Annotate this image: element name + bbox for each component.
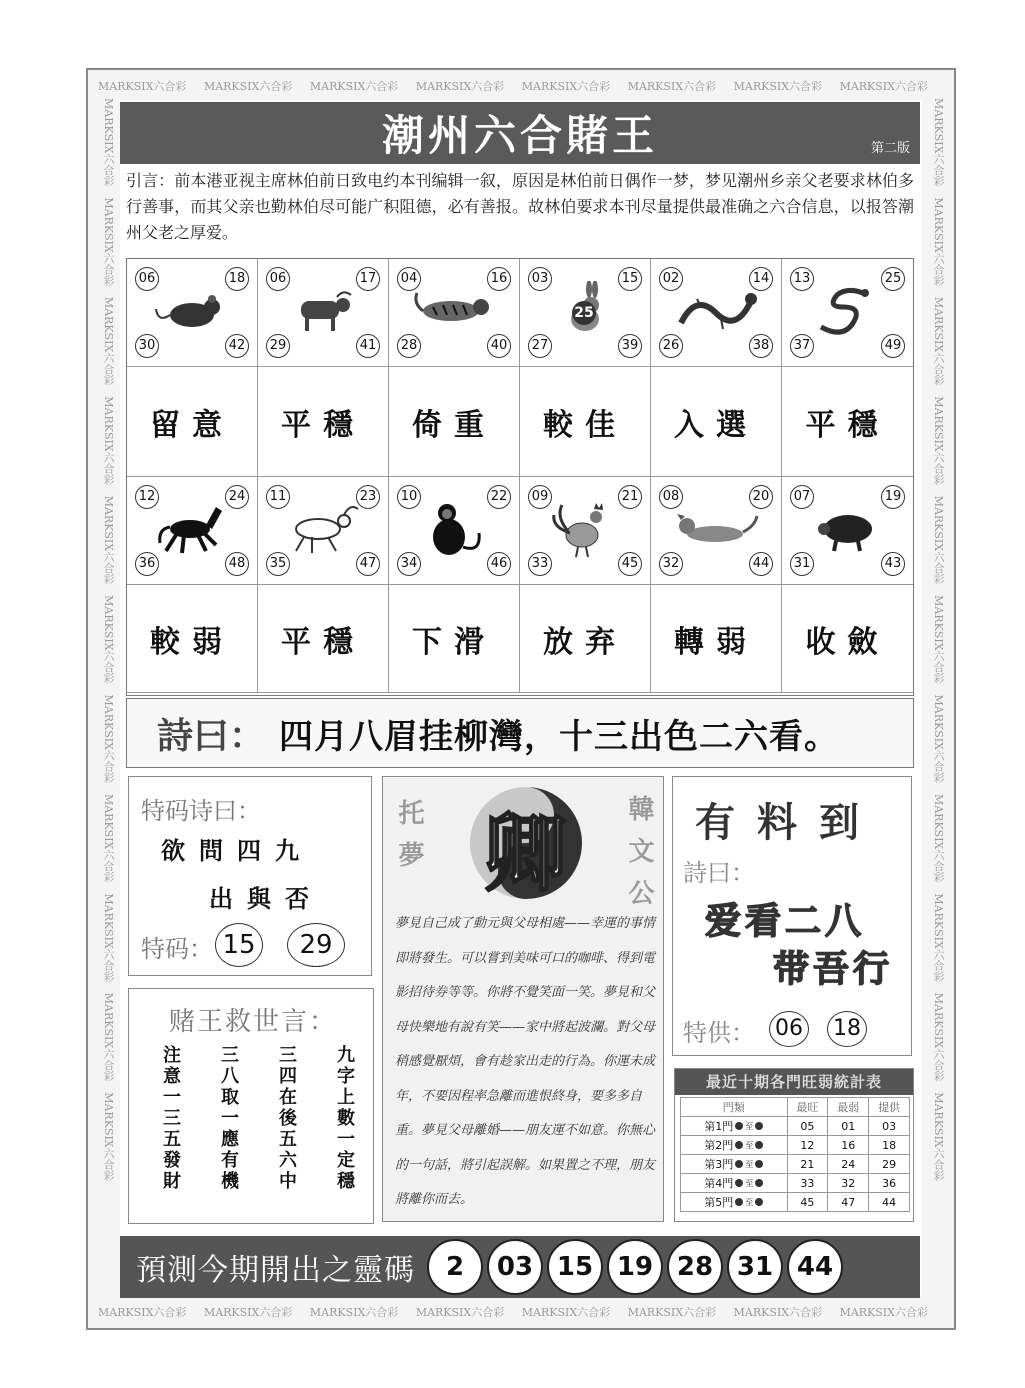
ball-icon [755, 1160, 763, 1168]
savior-column: 九字上數一定穩 [334, 1045, 355, 1192]
zodiac-number: 26 [659, 334, 683, 358]
zodiac-cell [782, 259, 913, 367]
zodiac-number: 11 [266, 485, 290, 509]
prediction-ball: 15 [547, 1239, 603, 1295]
savior-column: 三八取一應有機 [218, 1045, 239, 1192]
zodiac-verdict: 平穩 [782, 367, 913, 477]
prediction-ball: 2 [427, 1239, 483, 1295]
hot-cell: 21 [787, 1155, 828, 1174]
poem-label: 詩曰： [157, 715, 266, 757]
zodiac-number: 18 [225, 267, 249, 291]
dragon-icon [671, 283, 761, 343]
zodiac-number: 39 [618, 334, 642, 358]
zodiac-cell [651, 259, 782, 367]
savior-column: 三四在後五六中 [276, 1045, 297, 1192]
special-code-ball: 29 [287, 923, 345, 967]
zodiac-number: 24 [225, 485, 249, 509]
gate-cell: 第5門 至 [681, 1193, 788, 1212]
supply-code-ball: 06 [769, 1011, 809, 1047]
edition-label: 第二版 [870, 141, 910, 156]
ball-icon [735, 1122, 743, 1130]
ball-icon [755, 1198, 763, 1206]
zodiac-verdict: 平穩 [258, 367, 389, 477]
table-row [681, 1136, 910, 1155]
zodiac-verdict: 下滑 [389, 585, 520, 693]
dream-glyph: 卿 [483, 805, 568, 903]
rooster-icon [550, 497, 620, 565]
zodiac-number: 19 [881, 485, 905, 509]
zodiac-verdict: 收斂 [782, 585, 913, 693]
prediction-balls [427, 1239, 843, 1295]
zodiac-number: 47 [356, 552, 380, 576]
stats-col-header: 最弱 [828, 1098, 869, 1117]
zodiac-cell [520, 477, 651, 585]
poem-text: 四月八眉挂柳灣，十三出色二六看。 [279, 716, 840, 757]
zodiac-number: 40 [487, 334, 511, 358]
dream-body: 夢見自己成了動元與父母相處——幸運的事情即將發生。可以嘗到美味可口的咖啡、得到電影招待券等等。你將不覺笑面一笑。夢見和父母快樂地有說有笑——家中將起波瀾。對父母稍感覺厭煩，會有趁家出走的行為。你運未成年，不要因程率急離而進恨終身，要多多自重。夢見父母離婚——朋友運不如意。你無心的一句話，將引起誤解。如果置之不理，朋友將離你而去。 [395, 916, 656, 1207]
zodiac-verdict: 較佳 [520, 367, 651, 477]
zodiac-number: 17 [356, 267, 380, 291]
rat-icon [152, 283, 232, 343]
prediction-ball: 28 [667, 1239, 723, 1295]
material-line-1: 爱看二八 [705, 901, 866, 942]
zodiac-number: 10 [397, 485, 421, 509]
zodiac-number: 14 [749, 267, 773, 291]
zodiac-cell [389, 477, 520, 585]
zodiac-number: 27 [528, 334, 552, 358]
zodiac-number: 48 [225, 552, 249, 576]
hot-cell: 05 [787, 1117, 828, 1136]
zodiac-number: 07 [790, 485, 814, 509]
zodiac-number: 28 [397, 334, 421, 358]
zodiac-number: 30 [135, 334, 159, 358]
prediction-ball: 03 [487, 1239, 543, 1295]
zodiac-verdict: 倚重 [389, 367, 520, 477]
zodiac-verdict: 放弃 [520, 585, 651, 693]
zodiac-cell [520, 259, 651, 367]
material-poem-label: 詩曰： [683, 859, 755, 887]
savior-words-box [128, 988, 374, 1224]
zodiac-number: 12 [135, 485, 159, 509]
offer-cell: 29 [869, 1155, 910, 1174]
weak-cell: 01 [828, 1117, 869, 1136]
zodiac-verdict: 留意 [127, 367, 258, 477]
zodiac-number: 32 [659, 552, 683, 576]
zodiac-grid [126, 258, 914, 696]
offer-cell: 36 [869, 1174, 910, 1193]
goat-icon [278, 499, 368, 563]
zodiac-cell [258, 477, 389, 585]
zodiac-number: 06 [266, 267, 290, 291]
zodiac-number: 37 [790, 334, 814, 358]
ball-icon [735, 1198, 743, 1206]
zodiac-number: 41 [356, 334, 380, 358]
gate-cell: 第2門 至 [681, 1136, 788, 1155]
zodiac-number: 02 [659, 267, 683, 291]
offer-cell: 44 [869, 1193, 910, 1212]
stats-table-box [674, 1068, 914, 1222]
gate-cell: 第1門 至 [681, 1117, 788, 1136]
prediction-ball: 31 [727, 1239, 783, 1295]
ball-icon [755, 1141, 763, 1149]
offer-cell: 18 [869, 1136, 910, 1155]
zodiac-number: 42 [225, 334, 249, 358]
stats-heading: 最近十期各門旺弱統計表 [675, 1069, 913, 1095]
dog-icon [671, 504, 761, 558]
gate-cell: 第3門 至 [681, 1155, 788, 1174]
watermark-left: MARKSIX六合彩 MARKSIX六合彩 MARKSIX六合彩 MARKSIX六合彩 MARKSIX六合彩 MARKSIX六合彩 MARKSIX六合彩 MARKSIX六合彩 MARKSIX六合彩 MARKSIX六合彩 MARKSIX六合彩 [102, 98, 115, 1181]
hot-cell: 45 [787, 1193, 828, 1212]
material-line-2: 带吾行 [773, 949, 894, 990]
zodiac-number: 03 [528, 267, 552, 291]
zodiac-number: 49 [881, 334, 905, 358]
horse-icon [152, 499, 232, 563]
zodiac-cell [651, 477, 782, 585]
special-poem-line-2: 出與否 [209, 885, 323, 913]
weak-cell: 32 [828, 1174, 869, 1193]
zodiac-number: 13 [790, 267, 814, 291]
stats-col-header: 門類 [681, 1098, 788, 1117]
zodiac-number: 33 [528, 552, 552, 576]
ball-icon [755, 1179, 763, 1187]
zodiac-cell [258, 259, 389, 367]
table-row [681, 1155, 910, 1174]
zodiac-number: 45 [618, 552, 642, 576]
tiger-icon [409, 283, 499, 343]
prediction-ball: 19 [607, 1239, 663, 1295]
zodiac-number: 36 [135, 552, 159, 576]
special-code-ball: 15 [215, 923, 263, 967]
zodiac-number: 21 [618, 485, 642, 509]
zodiac-number: 15 [618, 267, 642, 291]
hot-cell: 33 [787, 1174, 828, 1193]
stats-col-header: 最旺 [787, 1098, 828, 1117]
material-box [672, 776, 912, 1056]
watermark-top: MARKSIX六合彩 MARKSIX六合彩 MARKSIX六合彩 MARKSIX六合彩 MARKSIX六合彩 MARKSIX六合彩 MARKSIX六合彩 MARKSIX六合彩 [98, 80, 928, 93]
snake-icon [813, 283, 883, 343]
zodiac-number: 35 [266, 552, 290, 576]
zodiac-number: 25 [881, 267, 905, 291]
ball-icon [755, 1122, 763, 1130]
table-row [681, 1193, 910, 1212]
intro-text: 引言：前本港亚视主席林伯前日致电约本刊编辑一叙，原因是林伯前日偶作一梦，梦见潮州乡亲父老要求林伯多行善事，而其父亲也勤林伯尽可能广积阻德，必有善报。故林伯要求本刊尽量提供最准确之六合信息，以报答潮州父老之厚爱。 [126, 171, 914, 242]
material-heading: 有料到 [695, 800, 881, 846]
zodiac-cell [782, 477, 913, 585]
zodiac-cell [389, 259, 520, 367]
watermark-right: MARKSIX六合彩 MARKSIX六合彩 MARKSIX六合彩 MARKSIX六合彩 MARKSIX六合彩 MARKSIX六合彩 MARKSIX六合彩 MARKSIX六合彩 MARKSIX六合彩 MARKSIX六合彩 MARKSIX六合彩 [932, 98, 945, 1181]
weak-cell: 47 [828, 1193, 869, 1212]
special-poem-line-1: 欲問四九 [161, 837, 313, 865]
stats-table [680, 1097, 910, 1212]
special-code-label: 特码： [141, 935, 213, 963]
zodiac-number: 08 [659, 485, 683, 509]
weak-cell: 24 [828, 1155, 869, 1174]
table-row [681, 1117, 910, 1136]
zodiac-number: 29 [266, 334, 290, 358]
material-supply-label: 特供： [683, 1019, 755, 1047]
zodiac-number: 20 [749, 485, 773, 509]
zodiac-number: 31 [790, 552, 814, 576]
stats-col-header: 提供 [869, 1098, 910, 1117]
pig-icon [808, 501, 888, 561]
zodiac-verdict: 入選 [651, 367, 782, 477]
zodiac-cell [127, 477, 258, 585]
special-code-poem-box [128, 776, 372, 976]
prediction-label: 預測今期開出之靈碼 [136, 1253, 415, 1288]
zodiac-cell [127, 259, 258, 367]
poem-bar [126, 698, 914, 768]
zodiac-number: 46 [487, 552, 511, 576]
zodiac-number: 06 [135, 267, 159, 291]
zodiac-number: 34 [397, 552, 421, 576]
zodiac-number: 38 [749, 334, 773, 358]
table-row [681, 1174, 910, 1193]
watermark-bottom: MARKSIX六合彩 MARKSIX六合彩 MARKSIX六合彩 MARKSIX六合彩 MARKSIX六合彩 MARKSIX六合彩 MARKSIX六合彩 MARKSIX六合彩 [98, 1306, 928, 1319]
ball-icon [735, 1179, 743, 1187]
savior-column: 注意一三五發財 [160, 1045, 181, 1192]
prediction-bar [120, 1236, 920, 1298]
zodiac-verdict: 平穩 [258, 585, 389, 693]
rabbit-badge: 25 [572, 301, 596, 325]
weak-cell: 16 [828, 1136, 869, 1155]
zodiac-number: 16 [487, 267, 511, 291]
monkey-icon [419, 497, 489, 565]
hot-cell: 12 [787, 1136, 828, 1155]
offer-cell: 03 [869, 1117, 910, 1136]
special-poem-heading: 特码诗曰： [141, 797, 261, 825]
dream-left-title: 托夢 [394, 799, 424, 883]
title-bar [120, 102, 920, 164]
ball-icon [735, 1141, 743, 1149]
gate-cell: 第4門 至 [681, 1174, 788, 1193]
savior-heading: 赌王救世言： [169, 1007, 338, 1037]
ox-icon [283, 283, 363, 343]
page-title: 潮州六合賭王 [381, 111, 658, 160]
zodiac-number: 44 [749, 552, 773, 576]
zodiac-number: 04 [397, 267, 421, 291]
dream-box [382, 776, 664, 1222]
supply-code-ball: 18 [827, 1011, 867, 1047]
zodiac-verdict: 較弱 [127, 585, 258, 693]
ball-icon [735, 1160, 743, 1168]
zodiac-number: 43 [881, 552, 905, 576]
zodiac-number: 22 [487, 485, 511, 509]
zodiac-verdict: 轉弱 [651, 585, 782, 693]
zodiac-number: 23 [356, 485, 380, 509]
zodiac-number: 09 [528, 485, 552, 509]
prediction-ball: 44 [787, 1239, 843, 1295]
dream-right-title: 韓文公 [624, 795, 654, 921]
